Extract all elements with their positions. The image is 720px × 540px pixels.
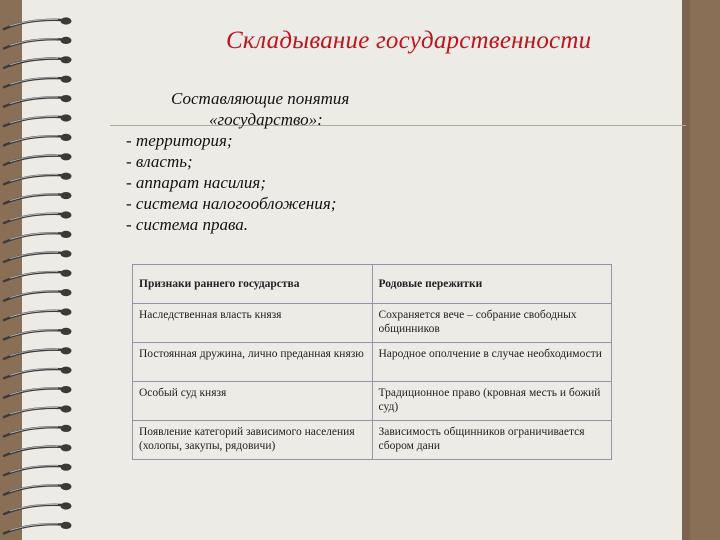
- table-header-cell: Родовые пережитки: [372, 265, 612, 304]
- binding-ring: [4, 211, 72, 223]
- binding-ring: [4, 502, 72, 514]
- binding-ring: [4, 95, 72, 107]
- binding-ring: [4, 56, 72, 68]
- table-cell: Сохраняется вече – собрание свободных общинников: [372, 304, 612, 343]
- binding-ring: [4, 308, 72, 320]
- concept-item: - система налогообложения;: [126, 194, 337, 213]
- table-cell: Особый суд князя: [133, 382, 373, 421]
- binding-ring: [4, 17, 72, 29]
- concept-item: - власть;: [126, 152, 193, 171]
- table-cell: Народное ополчение в случае необходимости: [372, 343, 612, 382]
- binding-ring: [4, 328, 72, 340]
- binding-ring: [4, 114, 72, 126]
- binding-ring: [4, 173, 72, 185]
- table-cell: Традиционное право (кровная месть и божий суд): [372, 382, 612, 421]
- table-row: [133, 382, 612, 421]
- binding-ring: [4, 386, 72, 398]
- binding-ring: [4, 444, 72, 456]
- concept-heading-line2: «государство»:: [209, 110, 323, 129]
- table-cell: Постоянная дружина, лично преданная князю: [133, 343, 373, 382]
- binding-ring: [4, 270, 72, 282]
- table-row: [133, 421, 612, 460]
- table-cell: Зависимость общинников ограничивается сбором дани: [372, 421, 612, 460]
- binding-ring: [4, 250, 72, 262]
- slide-title: Складывание государственности: [226, 27, 592, 54]
- table-header-row: [133, 265, 612, 304]
- binding-ring: [4, 289, 72, 301]
- table-header-cell: Признаки раннего государства: [133, 265, 373, 304]
- concept-block: [126, 88, 349, 235]
- table-cell: Наследственная власть князя: [133, 304, 373, 343]
- binding-ring: [4, 153, 72, 165]
- binding-ring: [4, 192, 72, 204]
- binding-ring: [4, 464, 72, 476]
- binding-ring: [4, 37, 72, 49]
- concept-list: [126, 130, 349, 235]
- binding-ring: [4, 483, 72, 495]
- table-row: [133, 343, 612, 382]
- binding-ring: [4, 425, 72, 437]
- table-cell: Появление категорий зависимого населения (холопы, закупы, рядовичи): [133, 421, 373, 460]
- binding-ring: [4, 522, 72, 534]
- binding-ring: [4, 134, 72, 146]
- concept-item: - система права.: [126, 215, 249, 234]
- binding-ring: [4, 405, 72, 417]
- table-row: [133, 304, 612, 343]
- page-shadow: [682, 0, 690, 540]
- concept-heading-line1: Составляющие понятия: [171, 89, 350, 108]
- binding-ring: [4, 367, 72, 379]
- concept-item: - аппарат насилия;: [126, 173, 266, 192]
- binding-rings: [0, 0, 90, 540]
- binding-ring: [4, 231, 72, 243]
- concept-item: - территория;: [126, 131, 233, 150]
- binding-ring: [4, 76, 72, 88]
- comparison-table: [132, 264, 612, 460]
- binding-ring: [4, 347, 72, 359]
